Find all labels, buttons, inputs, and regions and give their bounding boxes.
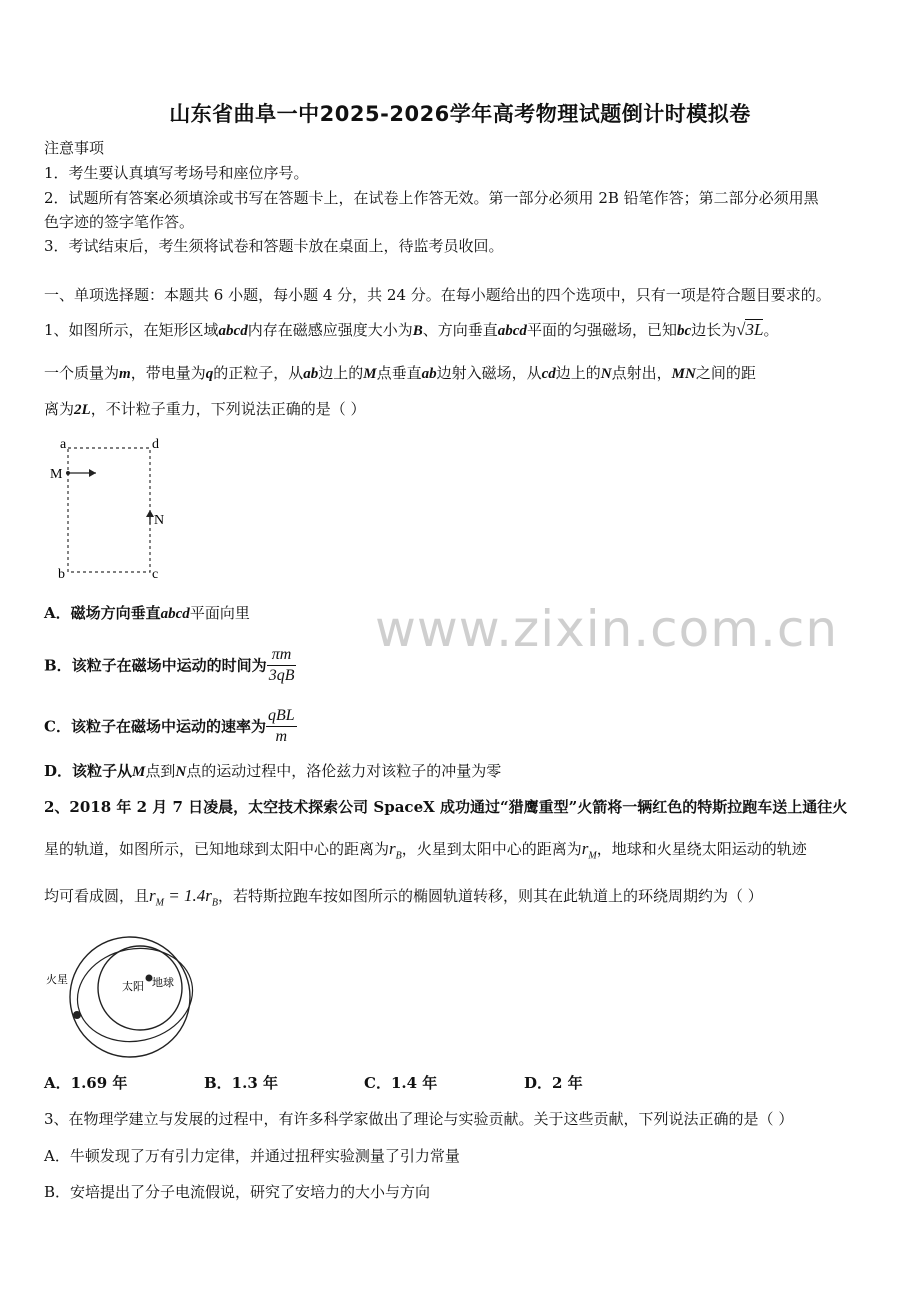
fig-label-sun: 太阳	[122, 980, 144, 993]
fig-label-M: M	[50, 467, 63, 482]
q1-line2: 一个质量为m，带电量为q的正粒子，从ab边上的M点垂直ab边射入磁场，从cd边上的N点射出，MN之间的距	[44, 364, 756, 382]
notice-item: 3．考试结束后，考生须将试卷和答题卡放在桌面上，待监考员收回。	[44, 237, 504, 255]
section-heading: 一、单项选择题：本题共 6 小题，每小题 4 分，共 24 分。在每小题给出的四个选项中，只有一项是符合题目要求的。	[44, 286, 831, 304]
fig-label-b: b	[58, 567, 65, 582]
q3-line1: 3、在物理学建立与发展的过程中，有许多科学家做出了理论与实验贡献。关于这些贡献，下列说法正确的是（ ）	[44, 1110, 794, 1128]
fig-label-N: N	[154, 513, 165, 528]
q2-option-d: D．2 年	[524, 1074, 583, 1092]
q2-option-a: A．1.69 年	[44, 1074, 128, 1092]
q2-line2: 星的轨道，如图所示，已知地球到太阳中心的距离为$r_B$，火星到太阳中心的距离为$r_M$，地球和火星绕太阳运动的轨迹	[44, 839, 807, 862]
q3-option-a: A．牛顿发现了万有引力定律，并通过扭秤实验测量了引力常量	[44, 1147, 460, 1165]
q3-option-b: B．安培提出了分子电流假说，研究了安培力的大小与方向	[44, 1183, 431, 1201]
fig-label-earth: 地球	[152, 976, 174, 989]
fig-label-mars: 火星	[46, 973, 68, 986]
q1-line1: 1、如图所示，在矩形区域abcd内存在磁感应强度大小为B、方向垂直abcd平面的匀强磁场，已知bc边长为√3L。	[44, 320, 779, 339]
q1-option-b: B．该粒子在磁场中运动的时间为 $\frac{\pi m}{3qB}$	[44, 646, 295, 684]
q2-figure	[40, 930, 210, 1064]
watermark: www.zixin.com.cn	[375, 600, 839, 658]
fig-label-a: a	[60, 437, 67, 452]
q2-option-b: B．1.3 年	[204, 1074, 278, 1092]
q1-line3: 离为2L，不计粒子重力，下列说法正确的是（ ）	[44, 400, 366, 418]
q1-option-a: A．磁场方向垂直abcd平面向里	[44, 604, 250, 622]
notice-item: 色字迹的签字笔作答。	[44, 213, 195, 231]
page-title: 山东省曲阜一中2025-2026学年高考物理试题倒计时模拟卷	[169, 102, 751, 126]
q1-option-d: D．该粒子从M点到N点的运动过程中，洛伦兹力对该粒子的冲量为零	[44, 762, 502, 780]
fig-label-c: c	[152, 567, 159, 582]
q1-figure	[40, 432, 180, 584]
q2-line1: 2、2018 年 2 月 7 日凌晨，太空技术探索公司 SpaceX 成功通过“猎鹰重型”火箭将一辆红色的特斯拉跑车送上通往火	[44, 798, 848, 816]
fig-label-d: d	[152, 437, 159, 452]
notice-heading: 注意事项	[44, 139, 105, 157]
notice-item: 1．考生要认真填写考场号和座位序号。	[44, 164, 309, 182]
q2-line3: 均可看成圆，且$r_M = 1.4r_B$，若特斯拉跑车按如图所示的椭圆轨道转移，则其在此轨道上的环绕周期约为（ ）	[44, 886, 763, 909]
q1-option-c: C．该粒子在磁场中运动的速率为 $\frac{\text{qBL}}{m}$	[44, 707, 295, 745]
notice-item: 2．试题所有答案必须填涂或书写在答题卡上，在试卷上作答无效。第一部分必须用 2B 铅笔作答；第二部分必须用黑	[44, 189, 819, 207]
q2-option-c: C．1.4 年	[364, 1074, 438, 1092]
